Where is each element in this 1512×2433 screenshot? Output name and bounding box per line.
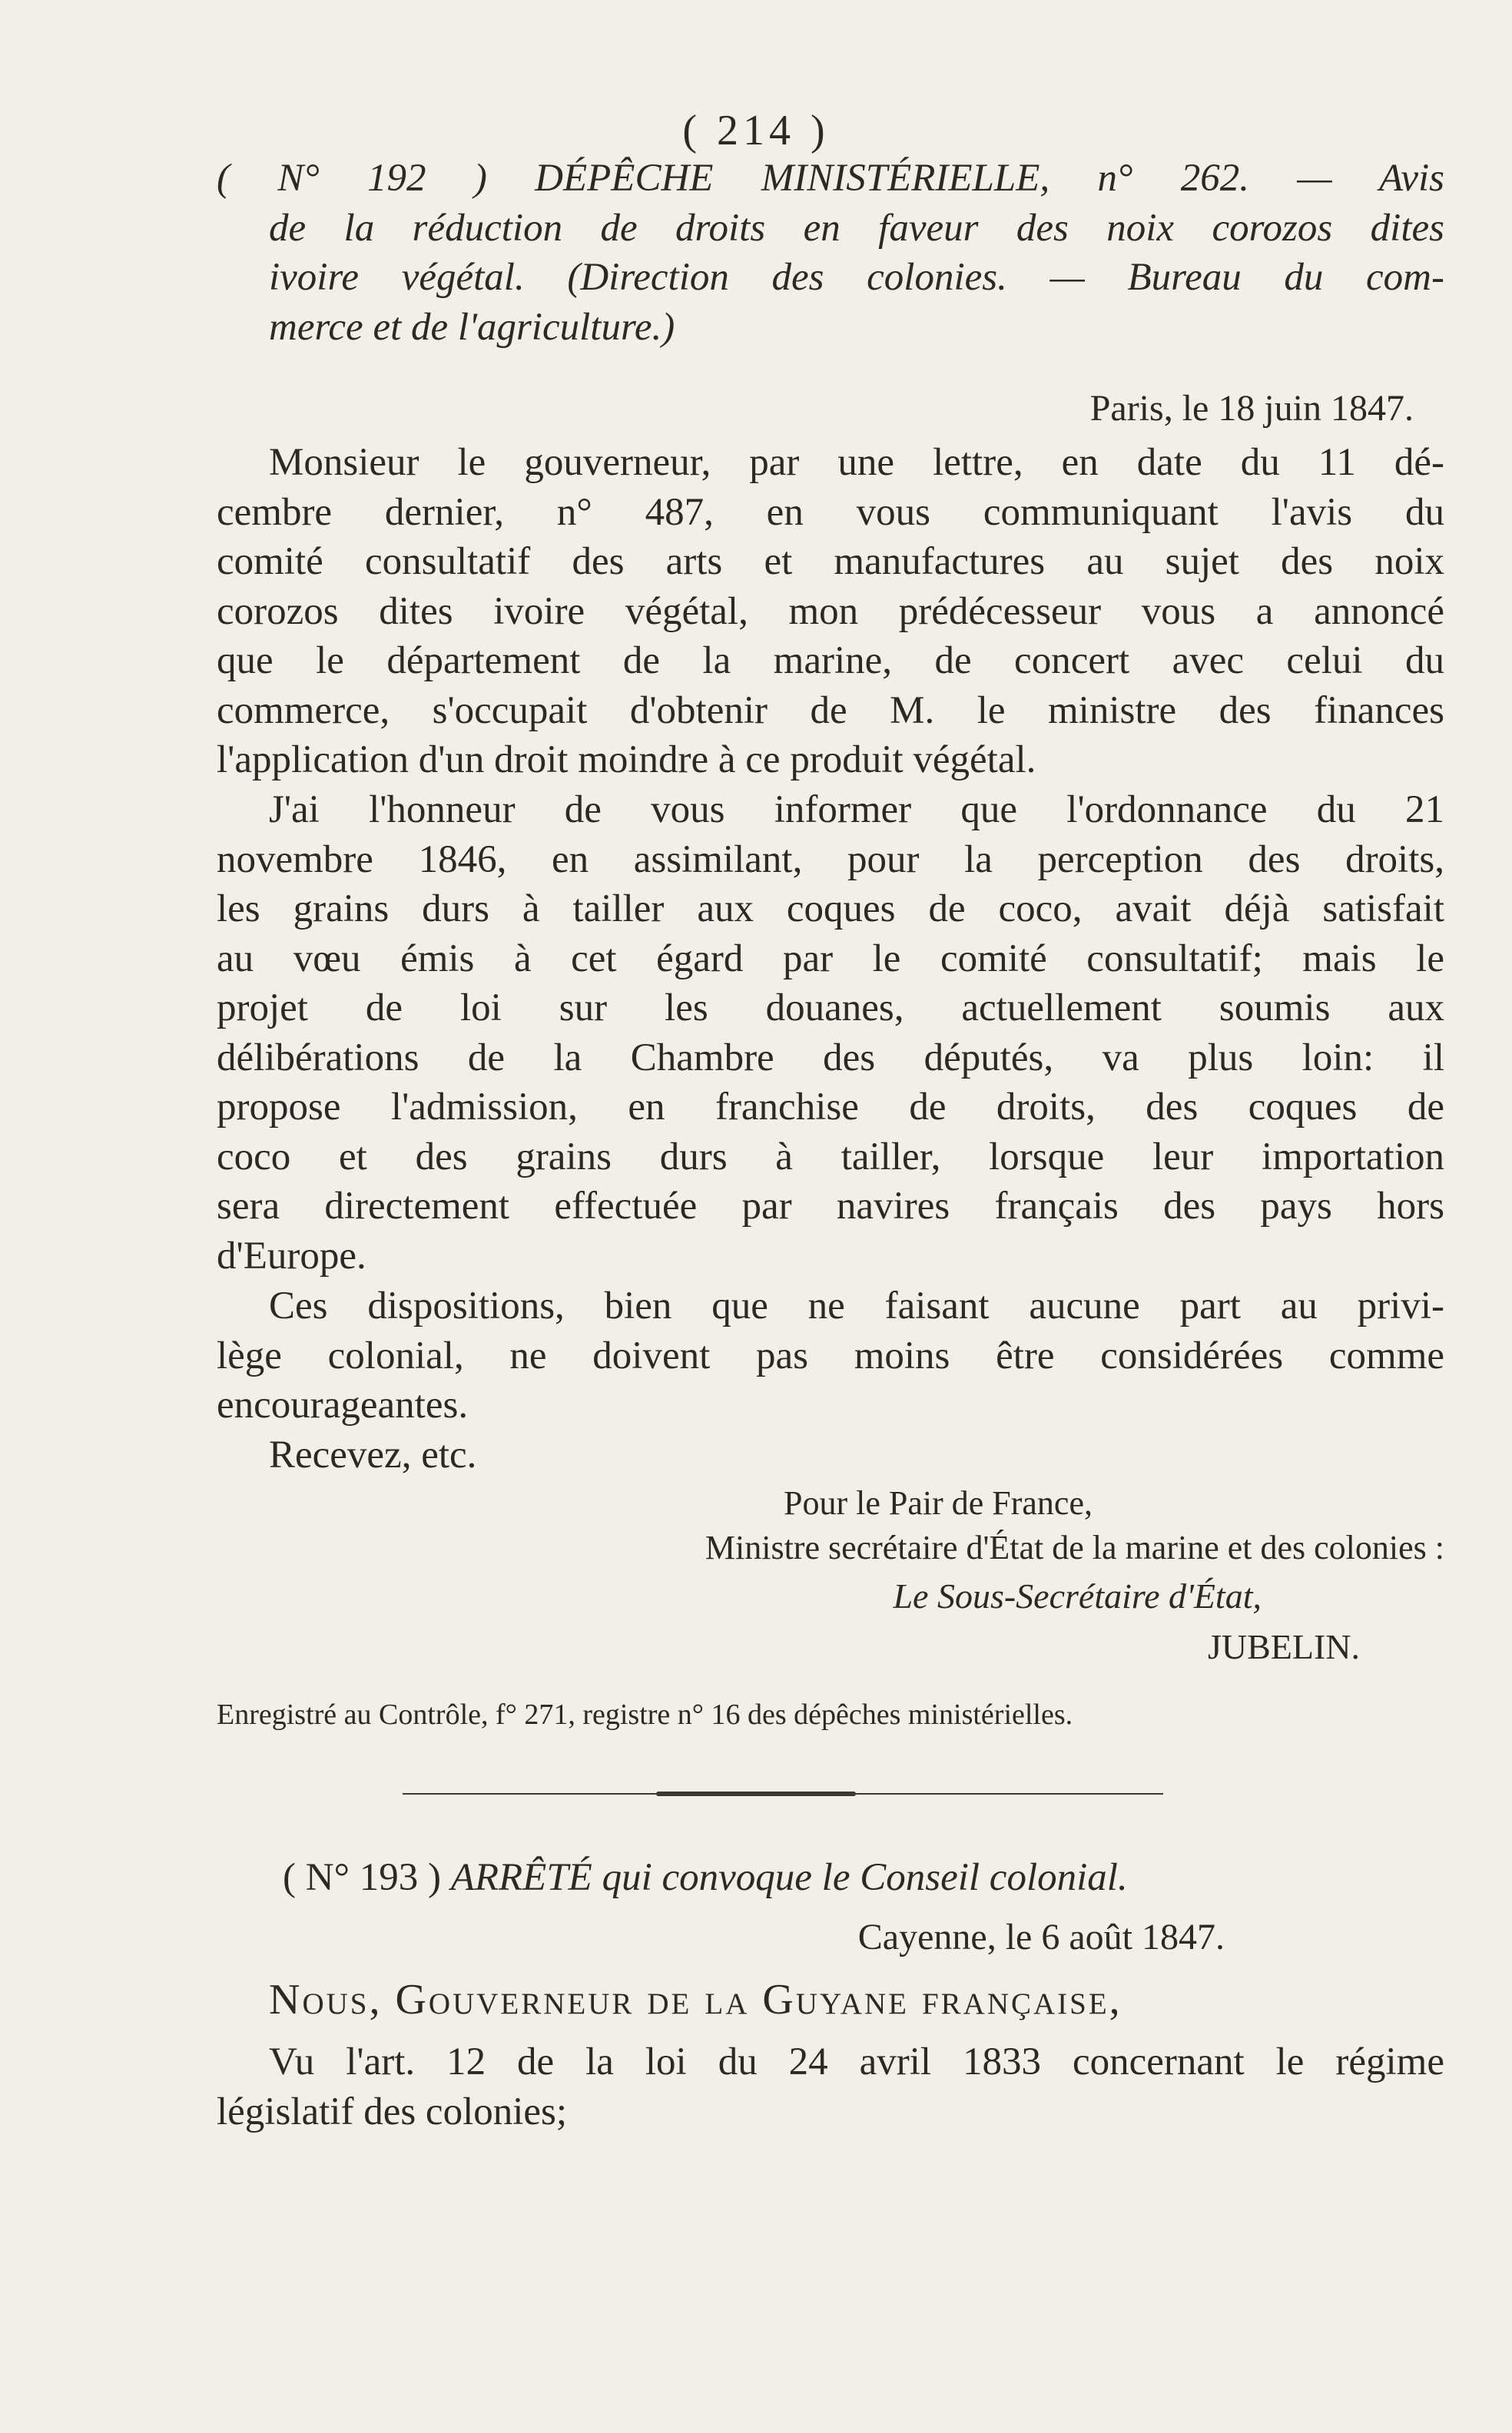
arrete-considerations [217, 2037, 1444, 2136]
signature-line: Pour le Pair de France, [784, 1484, 1093, 1522]
text-line: encourageantes. [217, 1384, 469, 1427]
text-line: commerce, s'occupait d'obtenir de M. le ministre des finances [217, 688, 1444, 732]
text-line: coco et des grains durs à tailler, lorsque leur importation [217, 1135, 1444, 1178]
text-line: projet de loi sur les douanes, actuellement soumis aux [217, 986, 1444, 1029]
paragraph-3 [217, 1281, 1444, 1430]
text-line: l'application d'un droit moindre à ce produit végétal. [217, 738, 1036, 781]
text-line: que le département de la marine, de concert avec celui du [217, 639, 1444, 682]
registration-note: Enregistré au Contrôle, f° 271, registre n° 16 des dépêches ministérielles. [217, 1699, 1073, 1731]
text-line: d'Europe. [217, 1234, 366, 1278]
arrete-title: ARRÊTÉ qui convoque le Conseil colonial. [450, 1856, 1128, 1899]
closing-formula: Recevez, etc. [269, 1434, 477, 1477]
text-line: les grains durs à tailler aux coques de coco, avait déjà satisfait [217, 887, 1444, 930]
arrete-dateline: Cayenne, le 6 août 1847. [857, 1917, 1225, 1957]
signature-block [217, 1481, 1444, 1672]
signature-name: JUBELIN. [1207, 1627, 1360, 1666]
paragraph-2 [217, 785, 1444, 1281]
heading-line: ivoire végétal. (Direction des colonies. — Bureau du com- [269, 256, 1444, 299]
arrete-heading [217, 1853, 1444, 1903]
text-line: J'ai l'honneur de vous informer que l'ordonnance du 21 [269, 788, 1444, 831]
heading-line: merce et de l'agriculture.) [269, 305, 675, 349]
dispatch-dateline: Paris, le 18 juin 1847. [1089, 388, 1414, 429]
heading-line: de la réduction de droits en faveur des noix corozos dites [269, 206, 1444, 250]
text-line: Monsieur le gouverneur, par une lettre, en date du 11 dé- [269, 441, 1444, 484]
signature-line: Ministre secrétaire d'État de la marine et des colonies : [705, 1529, 1444, 1566]
text-line: sera directement effectuée par navires français des pays hors [217, 1185, 1444, 1228]
text-line: Ces dispositions, bien que ne faisant aucune part au privi- [269, 1284, 1444, 1328]
text-line: délibérations de la Chambre des députés, va plus loin: il [217, 1036, 1444, 1079]
page-number: ( 214 ) [682, 107, 830, 154]
heading-line: ( N° 192 ) DÉPÊCHE MINISTÉRIELLE, n° 262. — Avis [217, 157, 1444, 200]
section-divider [403, 1793, 1163, 1795]
text-line: au vœu émis à cet égard par le comité consultatif; mais le [217, 936, 1444, 980]
text-line: législatif des colonies; [217, 2090, 568, 2133]
text-line: novembre 1846, en assimilant, pour la perception des droits, [217, 837, 1444, 881]
arrete-number: ( N° 193 ) [283, 1856, 441, 1899]
dispatch-heading [217, 154, 1444, 352]
text-line: Vu l'art. 12 de la loi du 24 avril 1833 concernant le régime [269, 2040, 1444, 2083]
signature-title: Le Sous-Secrétaire d'État, [893, 1576, 1262, 1616]
paragraph-1 [217, 438, 1444, 785]
arrete-preamble: Nous, Gouverneur de la Guyane française, [269, 1976, 1122, 2024]
text-line: propose l'admission, en franchise de droits, des coques de [217, 1086, 1444, 1129]
text-line: corozos dites ivoire végétal, mon prédécesseur vous a annoncé [217, 589, 1444, 633]
text-line: comité consultatif des arts et manufactures au sujet des noix [217, 540, 1444, 583]
text-line: lège colonial, ne doivent pas moins être considérées comme [217, 1334, 1444, 1377]
text-line: cembre dernier, n° 487, en vous communiquant l'avis du [217, 490, 1444, 534]
